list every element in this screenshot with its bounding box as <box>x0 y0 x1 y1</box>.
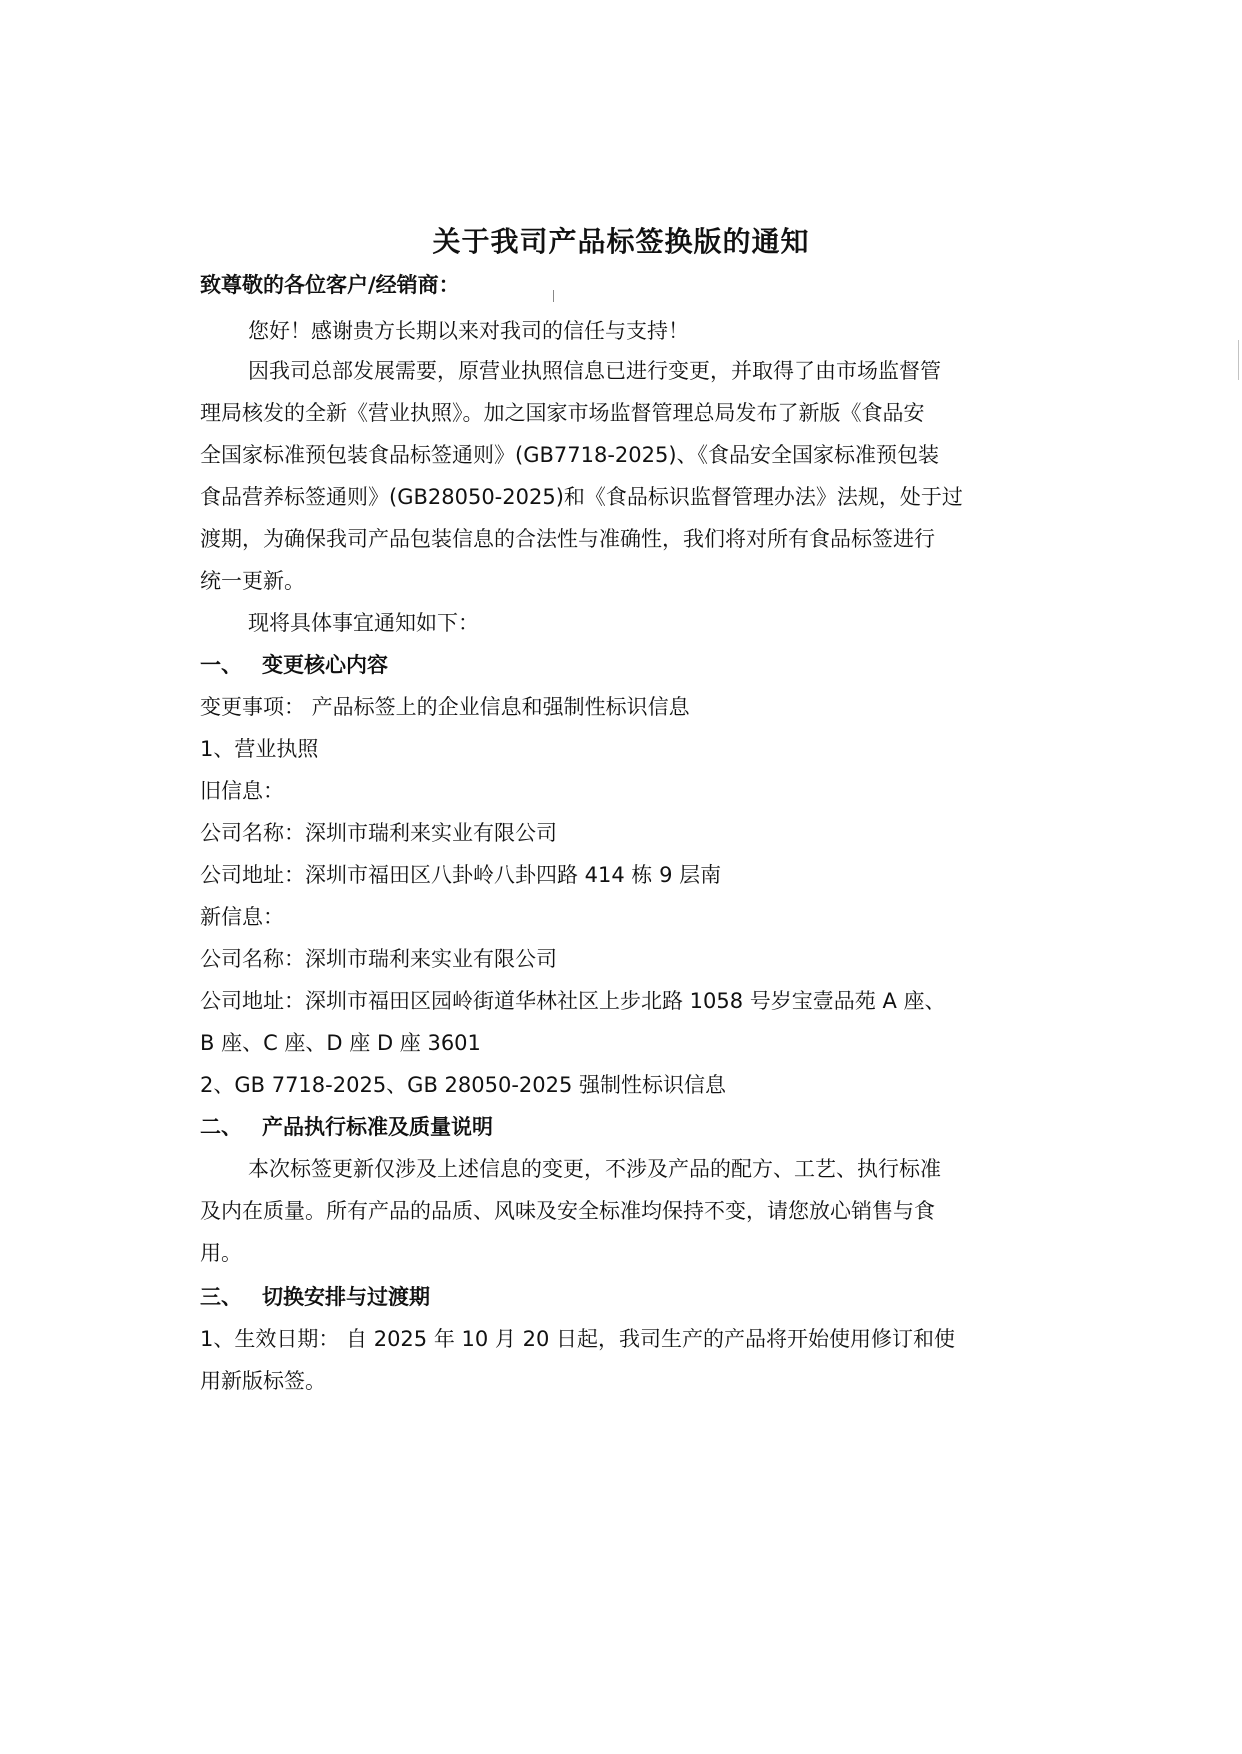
item-business-license: 1、营业执照 <box>200 737 319 761</box>
section-1-number: 一、 <box>200 653 242 677</box>
intro-line-1: 因我司总部发展需要，原营业执照信息已进行变更，并取得了由市场监督管 <box>248 359 941 383</box>
item-mandatory-labels: 2、GB 7718-2025、GB 28050-2025 强制性标识信息 <box>200 1073 727 1097</box>
intro-line-6: 统一更新。 <box>200 569 305 593</box>
scan-edge-mark <box>1238 340 1239 380</box>
salutation: 致尊敬的各位客户/经销商： <box>200 273 460 297</box>
section-3-number: 三、 <box>200 1285 242 1309</box>
greeting: 您好！感谢贵方长期以来对我司的信任与支持！ <box>248 319 689 343</box>
new-info-label: 新信息： <box>200 905 284 929</box>
section-3-title: 切换安排与过渡期 <box>262 1285 430 1309</box>
new-company-address-line-2: B 座、C 座、D 座 D 座 3601 <box>200 1031 481 1055</box>
old-info-label: 旧信息： <box>200 779 284 803</box>
section-2-line-3: 用。 <box>200 1241 242 1265</box>
section-3-heading <box>200 1282 1050 1312</box>
section-3-line-1: 1、生效日期： 自 2025 年 10 月 20 日起，我司生产的产品将开始使用修订和使 <box>200 1327 955 1351</box>
section-2-line-1: 本次标签更新仅涉及上述信息的变更，不涉及产品的配方、工艺、执行标准 <box>248 1157 941 1181</box>
old-company-name: 公司名称：深圳市瑞利来实业有限公司 <box>200 821 557 845</box>
section-2-number: 二、 <box>200 1115 242 1139</box>
section-2-heading <box>200 1112 1050 1142</box>
intro-line-2: 理局核发的全新《营业执照》。加之国家市场监督管理总局发布了新版《食品安 <box>200 401 925 425</box>
section-1-title: 变更核心内容 <box>262 653 388 677</box>
section-2-title: 产品执行标准及质量说明 <box>262 1115 493 1139</box>
new-company-name: 公司名称：深圳市瑞利来实业有限公司 <box>200 947 557 971</box>
intro-line-5: 渡期，为确保我司产品包装信息的合法性与准确性，我们将对所有食品标签进行 <box>200 527 935 551</box>
intro-line-3: 全国家标准预包装食品标签通则》(GB7718-2025)、《食品安全国家标准预包装 <box>200 443 940 467</box>
section-2-line-2: 及内在质量。所有产品的品质、风味及安全标准均保持不变，请您放心销售与食 <box>200 1199 935 1223</box>
intro-line-4: 食品营养标签通则》(GB28050-2025)和《食品标识监督管理办法》法规，处于过 <box>200 485 963 509</box>
change-items: 变更事项： 产品标签上的企业信息和强制性标识信息 <box>200 695 690 719</box>
section-3-line-2: 用新版标签。 <box>200 1369 326 1393</box>
notice-title: 关于我司产品标签换版的通知 <box>432 225 810 258</box>
scan-speck <box>553 290 554 302</box>
old-company-address: 公司地址：深圳市福田区八卦岭八卦四路 414 栋 9 层南 <box>200 863 722 887</box>
new-company-address-line-1: 公司地址：深圳市福田区园岭街道华林社区上步北路 1058 号岁宝壹品苑 A 座、 <box>200 989 946 1013</box>
notice-line: 现将具体事宜通知如下： <box>248 611 479 635</box>
section-1-heading <box>200 650 1050 680</box>
